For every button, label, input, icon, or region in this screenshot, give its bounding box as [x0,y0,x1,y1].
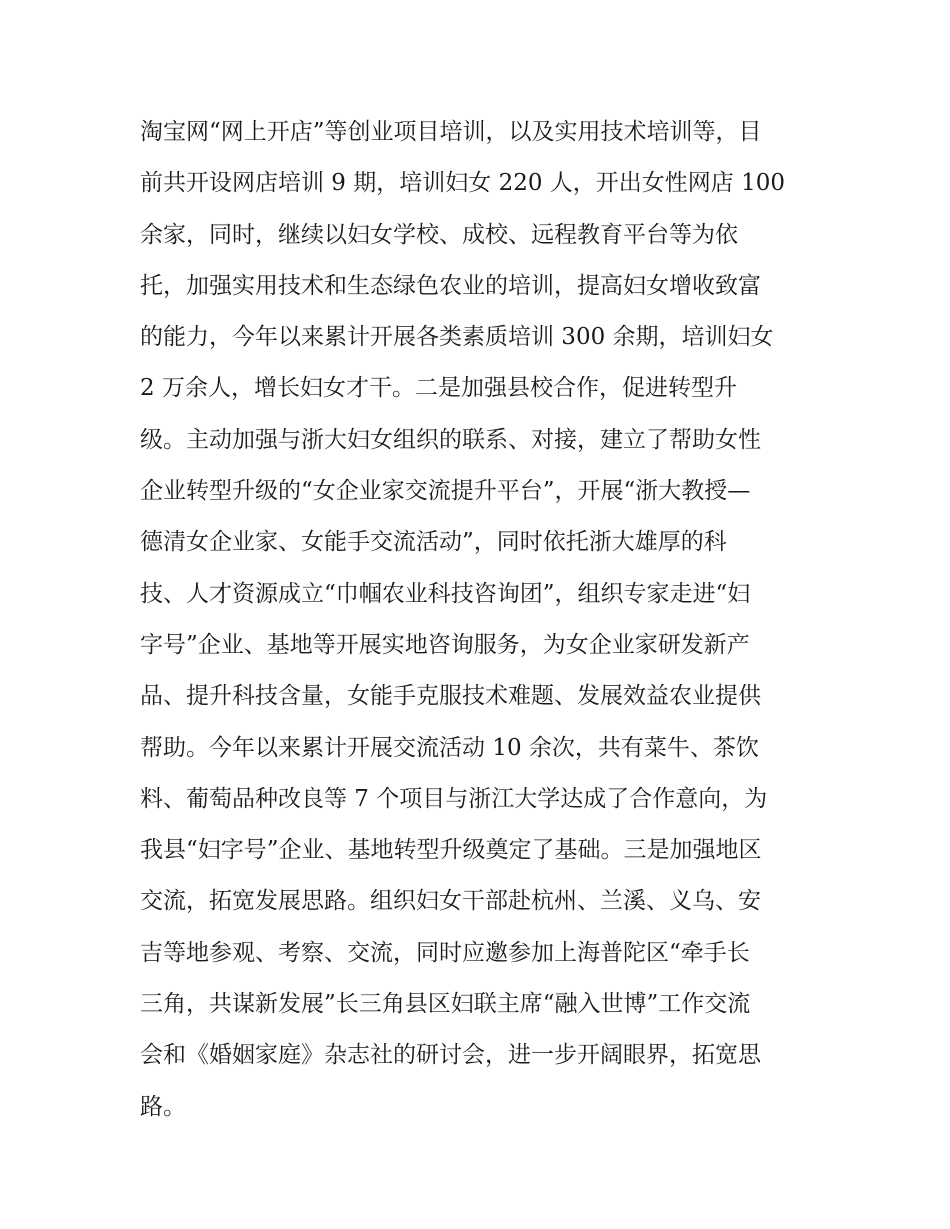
text-line: 三角，共谋新发展”长三角县区妇联主席“融入世博”工作交流 [140,991,751,1018]
text-line: 会和《婚姻家庭》杂志社的研讨会，进一步开阔眼界，拓宽思 [140,1042,761,1069]
text-line: 淘宝网“网上开店”等创业项目培训，以及实用技术培训等，目 [140,119,762,145]
text-line: 企业转型升级的“女企业家交流提升平台”，开展“浙大教授— [140,478,751,505]
text-line: 路。 [140,1093,186,1120]
text-line: 品、提升科技含量，女能手克服技术难题、发展效益农业提供 [140,683,761,710]
text-line: 料、葡萄品种改良等 7 个项目与浙江大学达成了合作意向，为 [140,785,768,812]
text-line: 德清女企业家、女能手交流活动”，同时依托浙大雄厚的科 [140,529,727,556]
text-line: 的能力，今年以来累计开展各类素质培训 300 余期，培训妇女 [140,324,774,351]
text-line: 吉等地参观、考察、交流，同时应邀参加上海普陀区“牵手长 [140,939,750,966]
text-line: 托，加强实用技术和生态绿色农业的培训，提高妇女增收致富 [140,272,761,299]
text-line: 余家，同时，继续以妇女学校、成校、远程教育平台等为依 [140,221,738,248]
text-line: 级。主动加强与浙大妇女组织的联系、对接，建立了帮助女性 [140,426,761,453]
text-line: 技、人才资源成立“巾帼农业科技咨询团”，组织专家走进“妇 [140,580,751,607]
text-line: 前共开设网店培训 9 期，培训妇女 220 人，开出女性网店 100 [140,170,785,197]
text-line: 字号”企业、基地等开展实地咨询服务，为女企业家研发新产 [140,631,750,658]
text-line: 2 万余人，增长妇女才干。二是加强县校合作，促进转型升 [140,375,737,402]
text-line: 帮助。今年以来累计开展交流活动 10 余次，共有菜牛、茶饮 [140,734,759,761]
text-line: 我县“妇字号”企业、基地转型升级奠定了基础。三是加强地区 [140,837,762,864]
body-paragraph [140,111,830,1137]
text-line: 交流，拓宽发展思路。组织妇女干部赴杭州、兰溪、义乌、安 [140,888,761,915]
